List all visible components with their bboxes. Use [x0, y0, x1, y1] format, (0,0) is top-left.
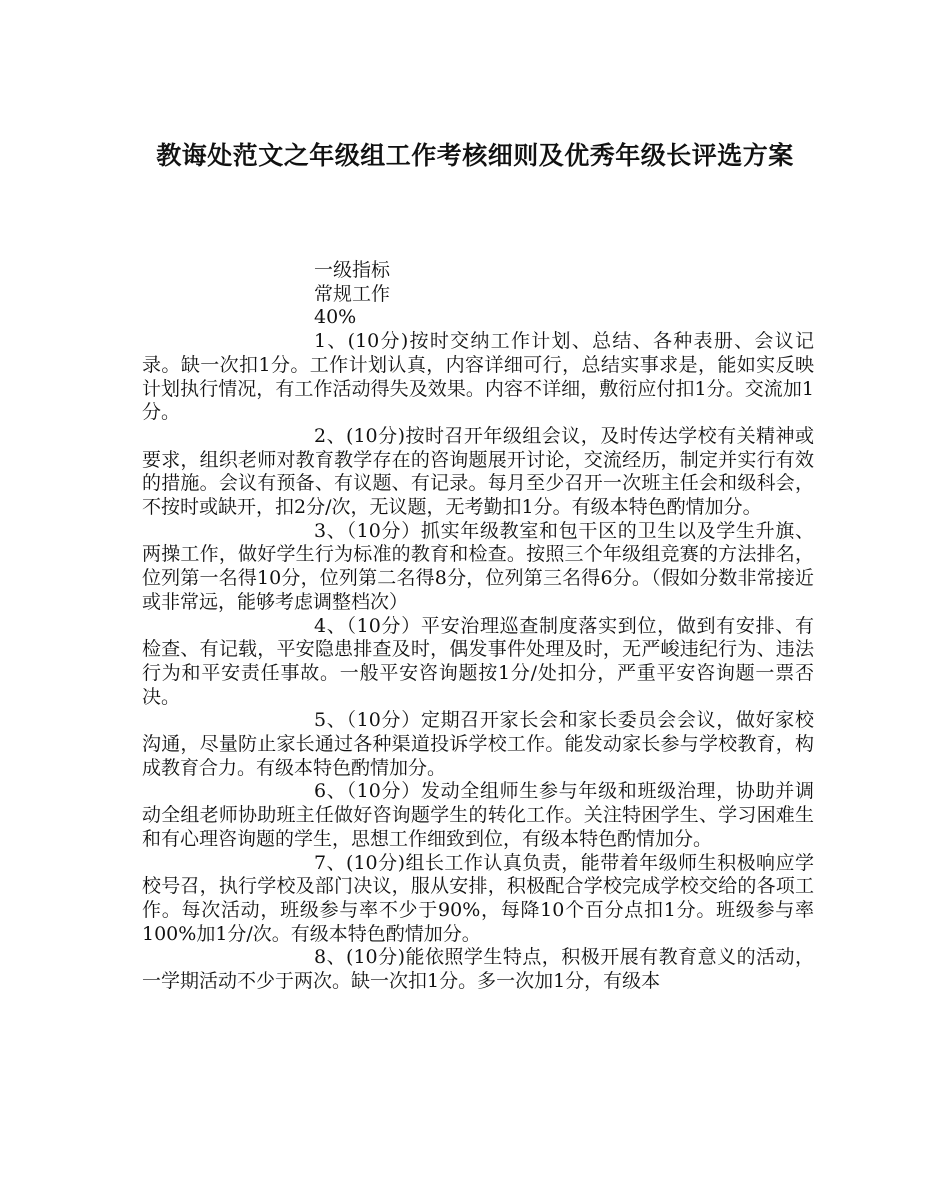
criteria-item-5: 5、（10分）定期召开家长会和家长委员会会议，做好家校沟通，尽量防止家长通过各种渠道投诉学校工作。能发动家长参与学校教育，构成教育合力。有级本特色酌情加分。 — [142, 709, 814, 779]
document-title: 教诲处范文之年级组工作考核细则及优秀年级长评选方案 — [156, 141, 794, 170]
criteria-item-2: 2、(10分)按时召开年级组会议，及时传达学校有关精神或要求，组织老师对教育教学存在的咨询题展开讨论，交流经历，制定并实行有效的措施。会议有预备、有议题、有记录。每月至少召开一次班主任会和级科会，不按时或缺开，扣2分/次，无议题，无考勤扣1分。有级本特色酌情加分。 — [142, 424, 814, 519]
document-body — [142, 259, 814, 994]
category-label: 常规工作 — [314, 282, 391, 305]
criteria-item-4: 4、（10分）平安治理巡查制度落实到位，做到有安排、有检查、有记载，平安隐患排查及时，偶发事件处理及时，无严峻违纪行为、违法行为和平安责任事故。一般平安咨询题按1分/处扣分，严重平安咨询题一票否决。 — [142, 614, 814, 708]
criteria-item-1: 1、(10分)按时交纳工作计划、总结、各种表册、会议记录。缺一次扣1分。工作计划认真，内容详细可行，总结实事求是，能如实反映计划执行情况，有工作活动得失及效果。内容不详细，敷衍应付扣1分。交流加1分。 — [142, 330, 814, 424]
criteria-item-6: 6、（10分）发动全组师生参与年级和班级治理，协助并调动全组老师协助班主任做好咨询题学生的转化工作。关注特困学生、学习困难生和有心理咨询题的学生，思想工作细致到位，有级本特色酌情加分。 — [142, 780, 814, 850]
criteria-item-3: 3、（10分）抓实年级教室和包干区的卫生以及学生升旗、两操工作，做好学生行为标准的教育和检查。按照三个年级组竞赛的方法排名，位列第一名得10分，位列第二名得8分，位列第三名得6分。（假如分数非常接近或非常远，能够考虑调整档次） — [142, 519, 814, 613]
criteria-item-8: 8、(10分)能依照学生特点，积极开展有教育意义的活动，一学期活动不少于两次。缺一次扣1分。多一次加1分，有级本 — [142, 946, 814, 993]
weight-label: 40% — [314, 306, 357, 329]
level-label: 一级指标 — [314, 259, 391, 281]
criteria-item-7: 7、(10分)组长工作认真负责，能带着年级师生积极响应学校号召，执行学校及部门决议，服从安排，积极配合学校完成学校交给的各项工作。每次活动，班级参与率不少于90%，每降10个百分点扣1分。班级参与率100%加1分/次。有级本特色酌情加分。 — [142, 851, 814, 945]
